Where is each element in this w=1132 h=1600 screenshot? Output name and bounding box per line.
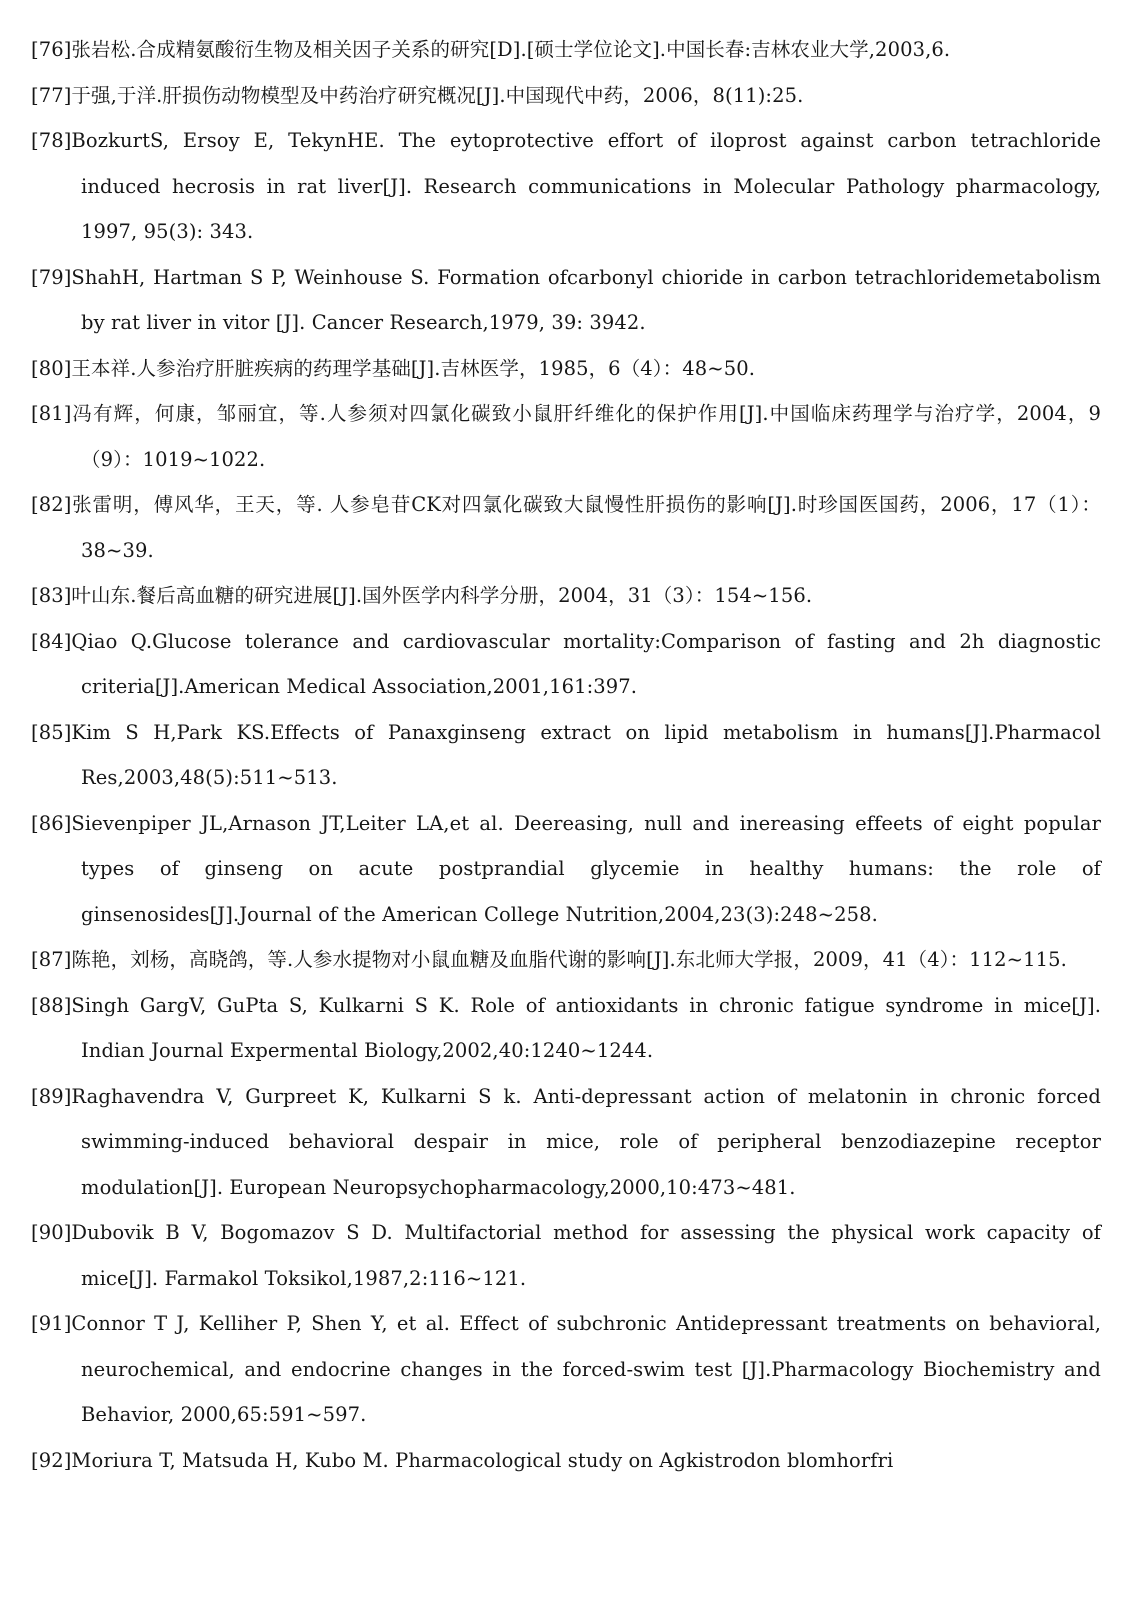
reference-list <box>31 27 1101 1483</box>
reference-87: [87]陈艳，刘杨，高晓鸽，等.人参水提物对小鼠血糖及血脂代谢的影响[J].东北师大学报，2009，41（4）：112~115. <box>31 948 1067 971</box>
reference-90: [90]Dubovik B V, Bogomazov S D. Multifactorial method for assessing the physical work capacity of mice[J]. Farmakol Toksikol,1987,2:116~121. <box>31 1221 1101 1290</box>
reference-92: [92]Moriura T, Matsuda H, Kubo M. Pharmacological study on Agkistrodon blomhorfri <box>31 1448 894 1472</box>
reference-89: [89]Raghavendra V, Gurpreet K, Kulkarni S k. Anti-depressant action of melatonin in chronic forced swimming-induced behavioral despair in mice, role of peripheral benzodiazepine receptor modulation[J]. European Neuropsychopharmacology,2000,10:473~481. <box>31 1084 1101 1199</box>
reference-76: [76]张岩松.合成精氨酸衍生物及相关因子关系的研究[D].[硕士学位论文].中国长春:吉林农业大学,2003,6. <box>31 38 951 61</box>
reference-77: [77]于强,于洋.肝损伤动物模型及中药治疗研究概况[J].中国现代中药，2006，8(11):25. <box>31 83 804 107</box>
reference-91: [91]Connor T J, Kelliher P, Shen Y, et al. Effect of subchronic Antidepressant treatments on behavioral, neurochemical, and endocrine changes in the forced-swim test [J].Pharmacology Biochemistry and Behavior, 2000,65:591~597. <box>31 1312 1101 1426</box>
reference-78: [78]BozkurtS, Ersoy E, TekynHE. The eytoprotective effort of iloprost against carbon tetrachloride induced hecrosis in rat liver[J]. Research communications in Molecular Pathology pharmacology, 1997, 95(3): 343. <box>31 129 1101 243</box>
reference-80: [80]王本祥.人参治疗肝脏疾病的药理学基础[J].吉林医学，1985，6（4）：48~50. <box>31 356 756 380</box>
reference-83: [83]叶山东.餐后高血糖的研究进展[J].国外医学内科学分册，2004，31（3）：154~156. <box>31 584 813 607</box>
reference-85: [85]Kim S H,Park KS.Effects of Panaxginseng extract on lipid metabolism in humans[J].Pharmacol Res,2003,48(5):511~513. <box>31 720 1101 789</box>
reference-88: [88]Singh GargV, GuPta S, Kulkarni S K. Role of antioxidants in chronic fatigue syndrome in mice[J]. Indian Journal Expermental Biology,2002,40:1240~1244. <box>31 993 1101 1062</box>
reference-84: [84]Qiao Q.Glucose tolerance and cardiovascular mortality:Comparison of fasting and 2h diagnostic criteria[J].American Medical Association,2001,161:397. <box>31 629 1101 698</box>
reference-81: [81]冯有辉，何康，邹丽宜，等.人参须对四氯化碳致小鼠肝纤维化的保护作用[J].中国临床药理学与治疗学，2004，9（9）：1019~1022. <box>31 402 1101 471</box>
reference-82: [82]张雷明，傅风华，王天，等. 人参皂苷CK对四氯化碳致大鼠慢性肝损伤的影响[J].时珍国医国药，2006，17（1）：38~39. <box>31 493 1101 562</box>
reference-86: [86]Sievenpiper JL,Arnason JT,Leiter LA,et al. Deereasing, null and inereasing effeets of eight popular types of ginseng on acute postprandial glycemie in healthy humans: the role of ginsenosides[J].Journal of the American College Nutrition,2004,23(3):248~258. <box>31 811 1101 926</box>
reference-79: [79]ShahH, Hartman S P, Weinhouse S. Formation ofcarbonyl chioride in carbon tetrachloridemetabolism by rat liver in vitor [J]. Cancer Research,1979, 39: 3942. <box>31 265 1101 334</box>
